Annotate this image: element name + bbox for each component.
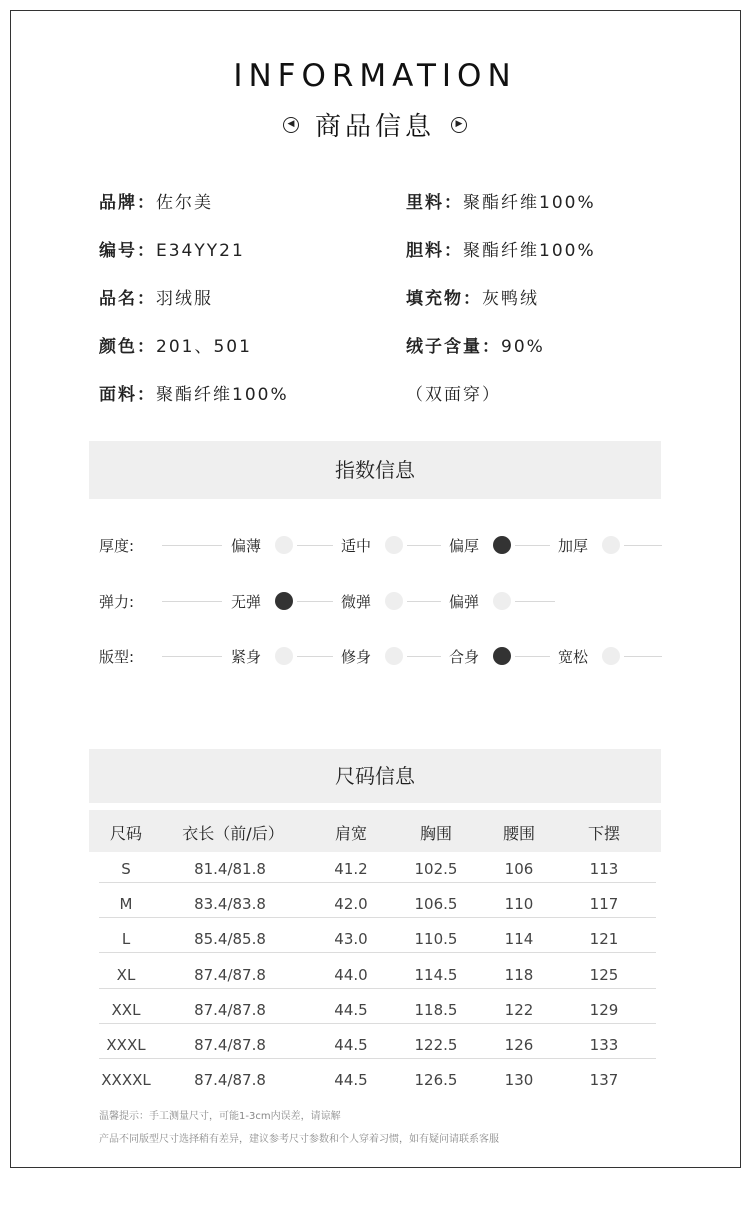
info-code: 编号：E34YY21 bbox=[99, 241, 245, 261]
size-cell-size: S bbox=[121, 860, 131, 878]
info-reversible: （双面穿） bbox=[406, 385, 501, 405]
index-label-fit: 版型: bbox=[99, 648, 135, 666]
size-header-length: 衣长（前/后） bbox=[182, 824, 284, 843]
index-line bbox=[297, 545, 333, 546]
size-row-divider bbox=[99, 988, 656, 989]
index-line bbox=[407, 656, 441, 657]
size-header-chest: 胸围 bbox=[419, 824, 452, 843]
size-cell-waist: 130 bbox=[504, 1071, 534, 1090]
option-dot-slim bbox=[385, 647, 403, 665]
size-cell-size: M bbox=[119, 895, 133, 914]
index-line bbox=[297, 656, 333, 657]
size-cell-chest: 126.5 bbox=[414, 1071, 458, 1090]
index-line bbox=[162, 545, 222, 546]
option-dot-stretchy bbox=[493, 592, 511, 610]
size-cell-size: XXL bbox=[111, 1000, 141, 1019]
info-lining: 里料：聚酯纤维100% bbox=[406, 193, 596, 213]
size-cell-chest: 102.5 bbox=[414, 860, 458, 878]
option-dot-thin bbox=[275, 536, 293, 554]
option-medium: 适中 bbox=[341, 537, 372, 555]
info-inner-material: 胆料：聚酯纤维100% bbox=[406, 241, 596, 261]
size-cell-waist: 118 bbox=[504, 965, 534, 984]
option-slim: 修身 bbox=[341, 648, 372, 666]
index-row-elasticity bbox=[0, 589, 750, 613]
option-dot-extra-thick bbox=[602, 536, 620, 554]
size-row-divider bbox=[99, 952, 656, 953]
size-cell-chest: 118.5 bbox=[414, 1000, 458, 1019]
info-color: 颜色：201、501 bbox=[99, 337, 252, 357]
size-cell-waist: 114 bbox=[504, 930, 534, 949]
size-cell-shoulder: 44.5 bbox=[334, 1071, 368, 1090]
arrow-left-icon: ◀ bbox=[283, 117, 299, 133]
option-stretchy: 偏弹 bbox=[449, 593, 480, 611]
index-row-thickness bbox=[0, 533, 750, 557]
info-filling: 填充物：灰鸭绒 bbox=[406, 289, 539, 309]
size-cell-shoulder: 42.0 bbox=[334, 895, 368, 914]
size-cell-hem: 133 bbox=[589, 1036, 619, 1054]
size-note-1: 温馨提示：手工测量尺寸，可能1-3cm内误差，请谅解 bbox=[99, 1111, 341, 1122]
option-dot-no-stretch-selected bbox=[275, 592, 293, 610]
size-cell-waist: 110 bbox=[504, 895, 534, 914]
size-cell-chest: 110.5 bbox=[414, 930, 458, 949]
title-english: INFORMATION bbox=[233, 58, 517, 94]
size-row-divider bbox=[99, 882, 656, 883]
size-cell-shoulder: 41.2 bbox=[334, 860, 368, 878]
size-cell-chest: 114.5 bbox=[414, 965, 458, 984]
size-cell-hem: 121 bbox=[589, 930, 619, 949]
size-cell-size: XXXL bbox=[106, 1036, 146, 1054]
size-cell-shoulder: 44.5 bbox=[334, 1000, 368, 1019]
index-line bbox=[297, 601, 333, 602]
index-line bbox=[624, 545, 662, 546]
index-line bbox=[162, 656, 222, 657]
size-cell-length: 87.4/87.8 bbox=[194, 1036, 266, 1054]
index-section-title: 指数信息 bbox=[89, 441, 661, 499]
option-thick: 偏厚 bbox=[449, 537, 480, 555]
option-thin: 偏薄 bbox=[231, 537, 262, 555]
size-cell-hem: 137 bbox=[589, 1071, 619, 1090]
size-cell-length: 87.4/87.8 bbox=[194, 965, 266, 984]
size-cell-waist: 122 bbox=[504, 1000, 534, 1019]
option-regular: 合身 bbox=[449, 648, 480, 666]
index-line bbox=[407, 545, 441, 546]
size-cell-size: XXXXL bbox=[101, 1071, 151, 1090]
size-cell-length: 81.4/81.8 bbox=[194, 860, 266, 878]
size-cell-hem: 129 bbox=[589, 1000, 619, 1019]
size-cell-waist: 106 bbox=[504, 860, 534, 878]
index-label-thickness: 厚度: bbox=[99, 537, 135, 555]
index-line bbox=[515, 656, 550, 657]
title-chinese-row bbox=[0, 106, 750, 143]
index-line bbox=[407, 601, 441, 602]
title-chinese: 商品信息 bbox=[314, 112, 435, 142]
size-header-waist: 腰围 bbox=[502, 824, 535, 843]
size-cell-size: XL bbox=[116, 965, 136, 984]
option-dot-loose bbox=[602, 647, 620, 665]
arrow-right-icon: ▶ bbox=[451, 117, 467, 133]
size-header-size: 尺码 bbox=[109, 824, 142, 843]
info-brand: 品牌：佐尔美 bbox=[99, 193, 213, 213]
option-tight: 紧身 bbox=[231, 648, 262, 666]
info-fabric: 面料：聚酯纤维100% bbox=[99, 385, 289, 405]
index-line bbox=[162, 601, 222, 602]
index-line bbox=[515, 545, 550, 546]
option-extra-thick: 加厚 bbox=[558, 537, 589, 555]
size-cell-length: 87.4/87.8 bbox=[194, 1071, 266, 1090]
option-dot-regular-selected bbox=[493, 647, 511, 665]
size-cell-hem: 117 bbox=[589, 895, 619, 914]
size-cell-shoulder: 44.5 bbox=[334, 1036, 368, 1054]
size-cell-chest: 106.5 bbox=[414, 895, 458, 914]
size-row-divider bbox=[99, 1023, 656, 1024]
size-cell-shoulder: 44.0 bbox=[334, 965, 368, 984]
index-row-fit bbox=[0, 644, 750, 668]
size-row-divider bbox=[99, 917, 656, 918]
size-cell-hem: 125 bbox=[589, 965, 619, 984]
index-line bbox=[515, 601, 555, 602]
size-cell-waist: 126 bbox=[504, 1036, 534, 1054]
size-row-divider bbox=[99, 1058, 656, 1059]
info-down-content: 绒子含量：90% bbox=[406, 337, 545, 357]
size-cell-shoulder: 43.0 bbox=[334, 930, 368, 949]
option-slight-stretch: 微弹 bbox=[341, 593, 372, 611]
size-cell-size: L bbox=[121, 930, 131, 949]
option-dot-tight bbox=[275, 647, 293, 665]
size-cell-length: 87.4/87.8 bbox=[194, 1000, 266, 1019]
size-header-hem: 下摆 bbox=[587, 824, 620, 843]
option-dot-slight-stretch bbox=[385, 592, 403, 610]
size-cell-length: 83.4/83.8 bbox=[194, 895, 266, 914]
index-label-elasticity: 弹力: bbox=[99, 593, 135, 611]
option-loose: 宽松 bbox=[558, 648, 589, 666]
size-section-title: 尺码信息 bbox=[89, 749, 661, 803]
size-cell-chest: 122.5 bbox=[414, 1036, 458, 1054]
size-cell-length: 85.4/85.8 bbox=[194, 930, 266, 949]
size-note-2: 产品不同版型尺寸选择稍有差异，建议参考尺寸参数和个人穿着习惯，如有疑问请联系客服 bbox=[99, 1134, 499, 1145]
info-name: 品名：羽绒服 bbox=[99, 289, 213, 309]
option-dot-thick-selected bbox=[493, 536, 511, 554]
index-line bbox=[624, 656, 662, 657]
option-no-stretch: 无弹 bbox=[231, 593, 262, 611]
size-cell-hem: 113 bbox=[589, 860, 619, 878]
option-dot-medium bbox=[385, 536, 403, 554]
size-header-shoulder: 肩宽 bbox=[334, 824, 367, 843]
